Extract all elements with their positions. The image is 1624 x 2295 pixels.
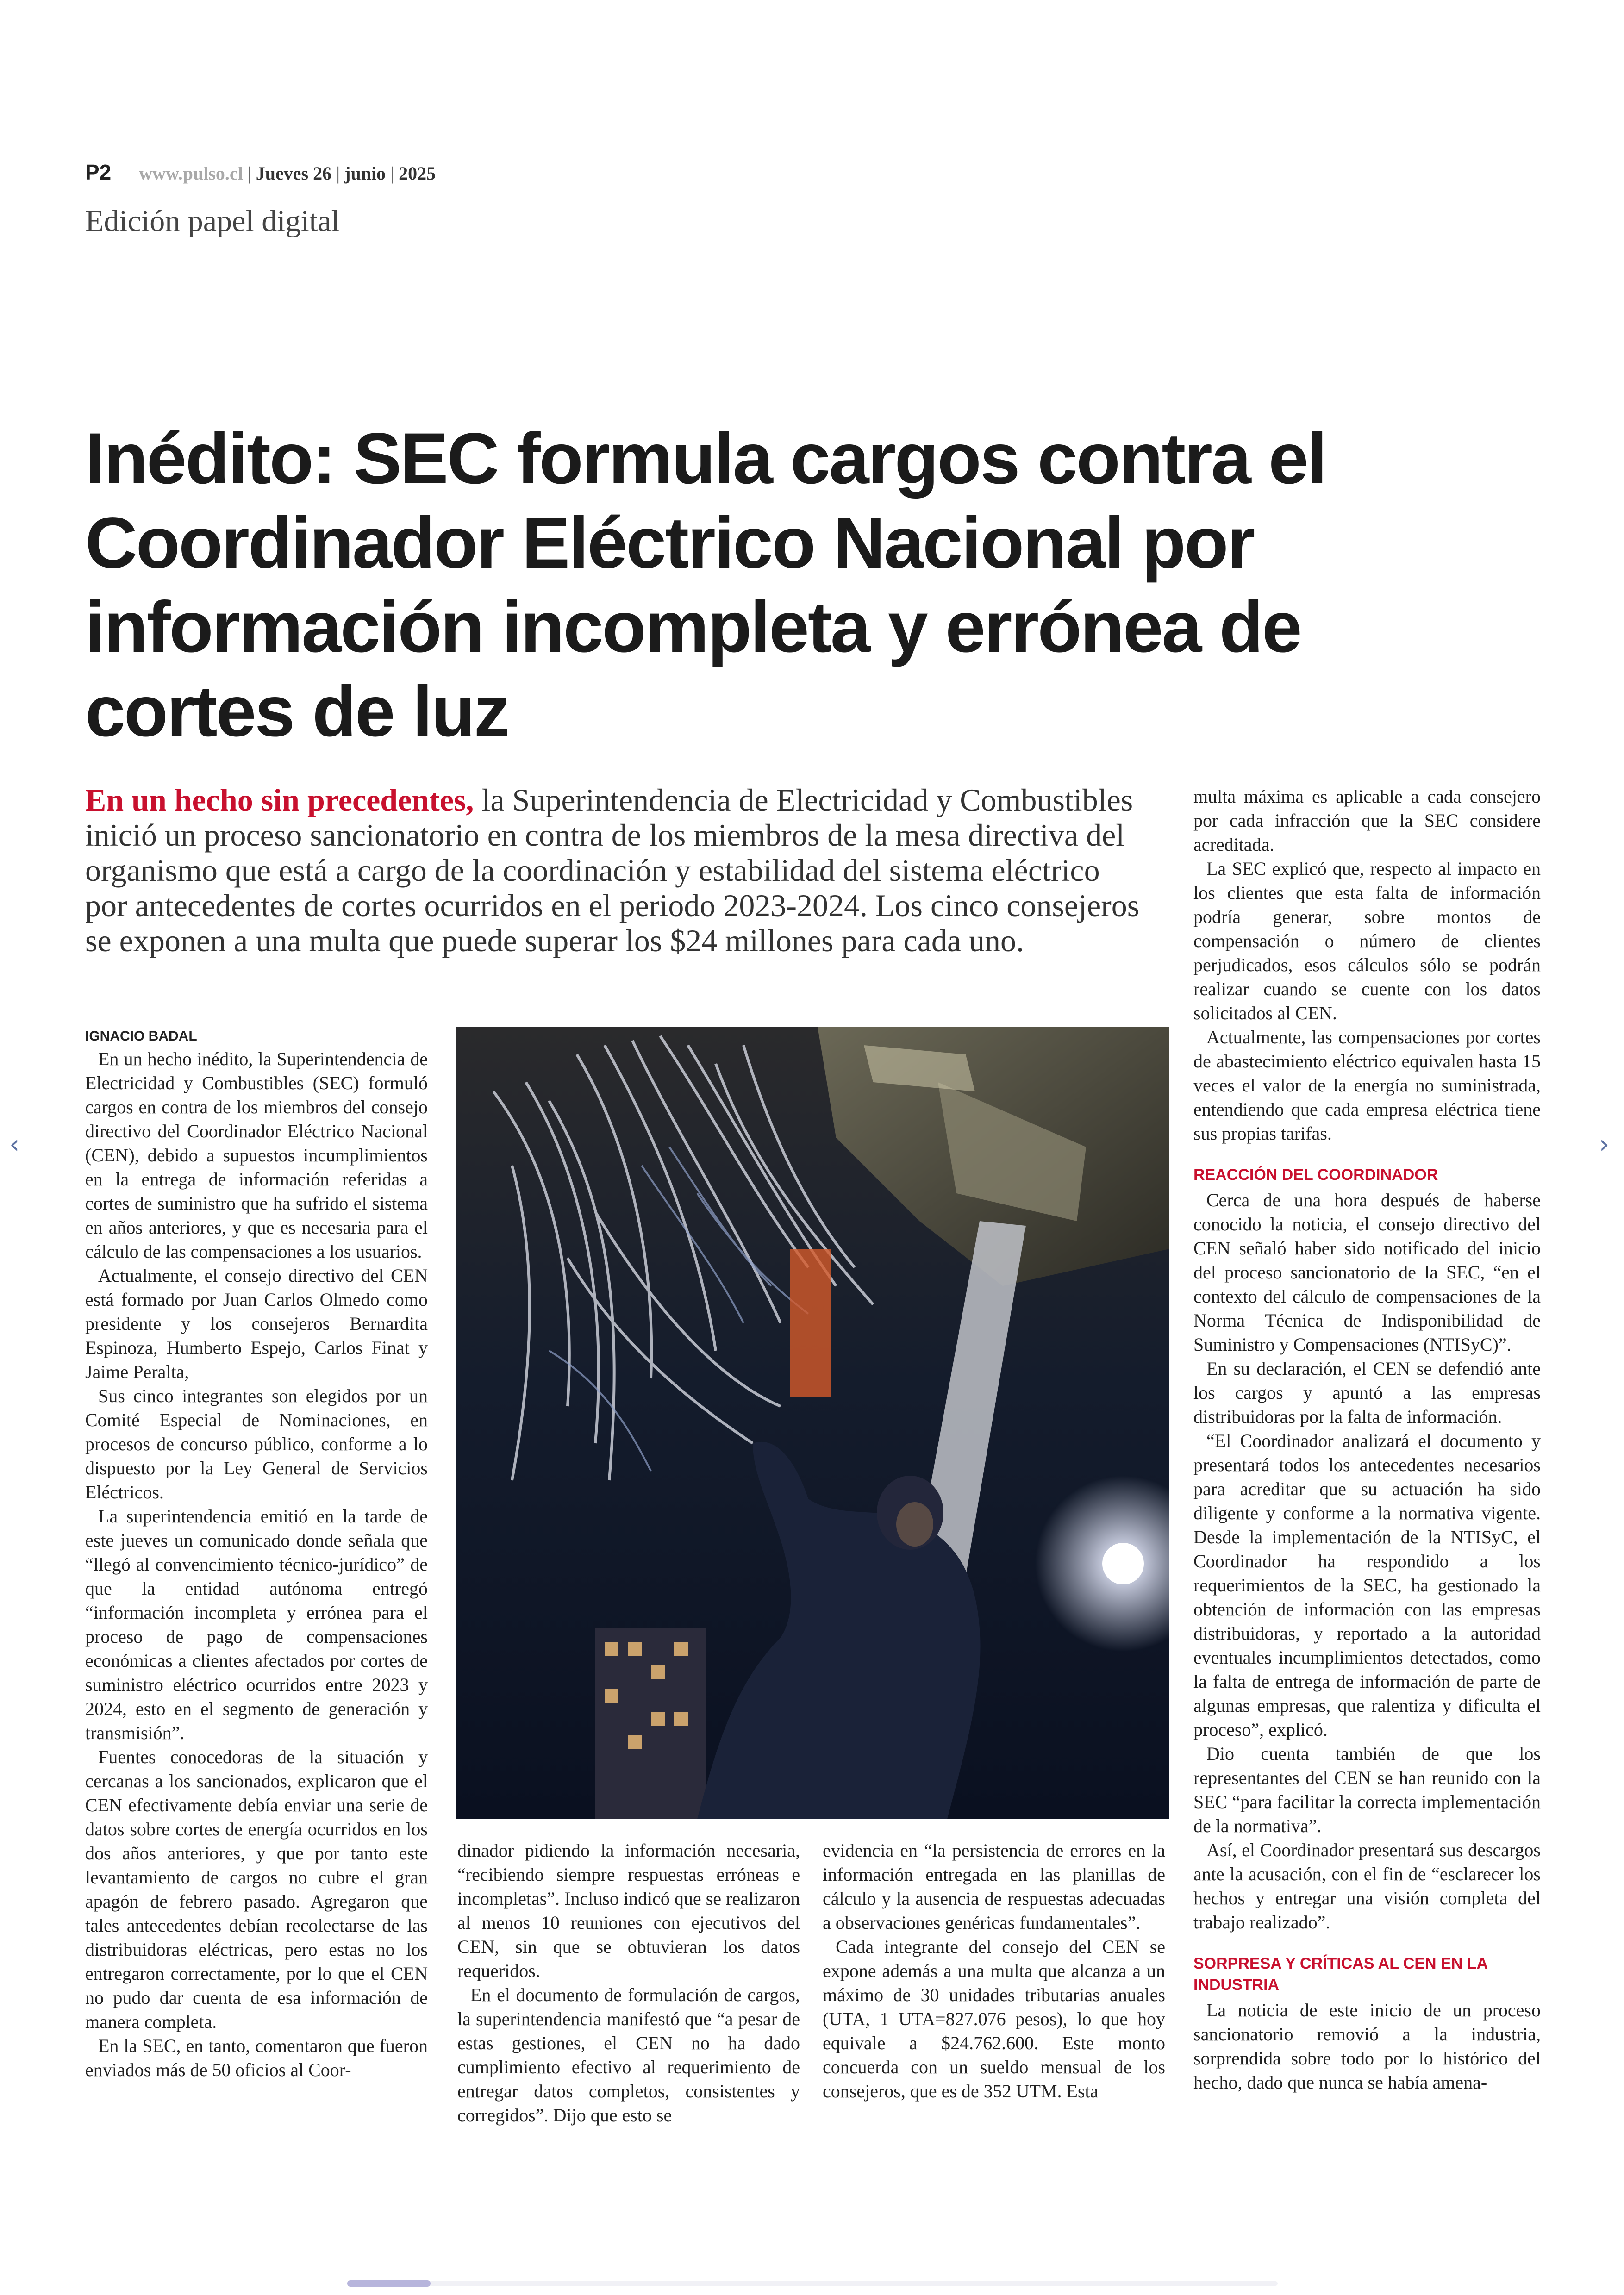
page-header [85,160,436,185]
paragraph: Fuentes conocedoras de la situación y cercanas a los sancionados, explicaron que el CEN efectivamente debía enviar una serie de datos sobre cortes de energía ocurridos en los dos años anteriores, y que por tanto este levantamiento de cargos no cubre el gran apagón de febrero pasado. Agregaron que tales antecedentes debían recolectarse de las distribuidoras eléctricas, pero estas no los entregaron correctamente, por lo que el CEN no pudo dar cuenta de esa información de manera completa. [85,1746,428,2032]
article-column-3 [823,1839,1165,2103]
paragraph: evidencia en “la persistencia de errores en la información entregada en las planillas de cálculo y la ausencia de respuestas adecuadas a observaciones genéricas fundamentales”. [823,1840,1165,1933]
paragraph: En la SEC, en tanto, comentaron que fueron enviados más de 50 oficios al Coor- [85,2035,428,2080]
subheading: REACCIÓN DEL COORDINADOR [1193,1166,1438,1184]
edition-label: Edición papel digital [85,204,340,238]
separator: | [390,163,394,184]
paragraph: La superintendencia emitió en la tarde de este jueves un comunicado donde señala que “llegó al convencimiento técnico-jurídico” de que la entidad autónoma entregó “información incompleta y errónea para el proceso de pago de compensaciones económicas a clientes afectados por cortes de suministro eléctrico ocurridos entre 2023 y 2024, esto en el segmento de generación y transmisión”. [85,1506,428,1743]
paragraph: En el documento de formulación de cargos, la superintendencia manifestó que “a pesar de estas gestiones, el CEN no ha dado cumplimiento efectivo al requerimiento de entregar datos completos, consistentes y corregidos”. Dijo que esto se [457,1984,800,2126]
paragraph: Dio cuenta también de que los representantes del CEN se han reunido con la SEC “para facilitar la correcta implementación de la normativa”. [1193,1743,1541,1836]
paragraph: Sus cinco integrantes son elegidos por un Comité Especial de Nominaciones, en procesos de concurso público, conforme a lo dispuesto por la Ley General de Servicios Eléctricos. [85,1385,428,1503]
paragraph: Cerca de una hora después de haberse conocido la noticia, el consejo directivo del CEN señaló haber sido notificado del inicio del proceso sancionatorio de la SEC, “en el contexto del cálculo de compensaciones de la Norma Técnica de Indisponibilidad de Suministro y Compensaciones (NTISyC)”. [1193,1190,1541,1355]
article-column-2 [457,1839,800,2127]
page-number: P2 [85,160,112,184]
article-photo [456,1027,1169,1819]
byline: IGNACIO BADAL [85,1029,197,1044]
subheading: SORPRESA Y CRÍTICAS AL CEN EN LA INDUSTRIA [1193,1955,1487,1994]
chevron-right-icon[interactable]: › [1599,1129,1610,1160]
page-scroll-thumb[interactable] [347,2280,431,2287]
separator: | [247,163,251,184]
article-column-1 [85,1026,428,2082]
article-column-4 [1193,785,1541,2095]
paragraph: En un hecho inédito, la Superintendencia de Electricidad y Combustibles (SEC) formuló cargos en contra de los miembros del consejo directivo del Coordinador Eléctrico Nacional (CEN), debido a supuestos incumplimientos en la entrega de información referidas a cortes de suministro que ha sufrido el sistema en años anteriores, y que es necesaria para el cálculo de las compensaciones a los usuarios. [85,1048,428,1262]
site-url[interactable]: www.pulso.cl [139,163,243,184]
lead-text: la Superintendencia de Electricidad y Combustibles inició un proceso sancionatorio en contra de los miembros de la mesa directiva del organismo que está a cargo de la coordinación y estabilidad del sistema eléctrico por antecedentes de cortes ocurridos en el periodo 2023-2024. Los cinco consejeros se exponen a una multa que puede superar los $24 millones para cada uno. [85,782,1140,958]
page-scroll-track[interactable] [347,2281,1278,2286]
header-day: Jueves 26 [256,163,332,184]
article-headline: Inédito: SEC formula cargos contra el Coordinador Eléctrico Nacional por información incompleta y errónea de cortes de luz [85,418,1326,752]
paragraph: multa máxima es aplicable a cada consejero por cada infracción que la SEC considere acreditada. [1193,786,1541,855]
photo-worker-on-power-lines [456,1027,1169,1819]
paragraph: dinador pidiendo la información necesaria, “recibiendo siempre respuestas erróneas e incompletas”. Incluso indicó que se realizaron al menos 10 reuniones con ejecutivos del CEN, sin que se obtuvieran los datos requeridos. [457,1840,800,1981]
article-lead [85,782,1141,958]
lead-highlight: En un hecho sin precedentes, [85,782,474,817]
paragraph: Cada integrante del consejo del CEN se expone además a una multa que alcanza a un máximo de 30 unidades tributarias anuales (UTA, 1 UTA=827.076 pesos), lo que hoy equivale a $24.762.600. Este monto concuerda con un sueldo mensual de los consejeros, que es de 352 UTM. Esta [823,1936,1165,2102]
header-month: junio [344,163,386,184]
header-year: 2025 [399,163,436,184]
paragraph: Actualmente, el consejo directivo del CEN está formado por Juan Carlos Olmedo como presidente y los consejeros Bernardita Espinoza, Humberto Espejo, Carlos Finat y Jaime Peralta, [85,1265,428,1382]
paragraph: Actualmente, las compensaciones por cortes de abastecimiento eléctrico equivalen hasta 15 veces el valor de la energía no suministrada, entendiendo que cada empresa eléctrica tiene sus propias tarifas. [1193,1027,1541,1144]
paragraph: La SEC explicó que, respecto al impacto en los clientes que esta falta de información podría generar, sobre montos de compensación o número de clientes perjudicados, esos cálculos sólo se podrán realizar cuando se cuente con los datos solicitados al CEN. [1193,858,1541,1023]
separator: | [336,163,340,184]
paragraph: Así, el Coordinador presentará sus descargos ante la acusación, con el fin de “esclarecer los hechos y entregar una visión completa del trabajo realizado”. [1193,1840,1541,1933]
chevron-left-icon[interactable]: ‹ [9,1129,20,1160]
paragraph: “El Coordinador analizará el documento y presentará todos los antecedentes necesarios para acreditar que su actuación ha sido diligente y conforme a la normativa vigente. Desde la implementación de la NTISyC, el Coordinador ha respondido a los requerimientos de la SEC, ha gestionado la obtención de información con las empresas distribuidoras, y reportado a la autoridad eventuales incumplimientos detectados, como la falta de entrega de información de parte de algunas empresas, que ralentiza y dificulta el proceso”, explicó. [1193,1430,1541,1740]
paragraph: En su declaración, el CEN se defendió ante los cargos y apuntó a las empresas distribuidoras por la falta de información. [1193,1358,1541,1427]
paragraph: La noticia de este inicio de un proceso sancionatorio removió a la industria, sorprendida sobre todo por lo histórico del hecho, dado que nunca se había amena- [1193,2000,1541,2093]
